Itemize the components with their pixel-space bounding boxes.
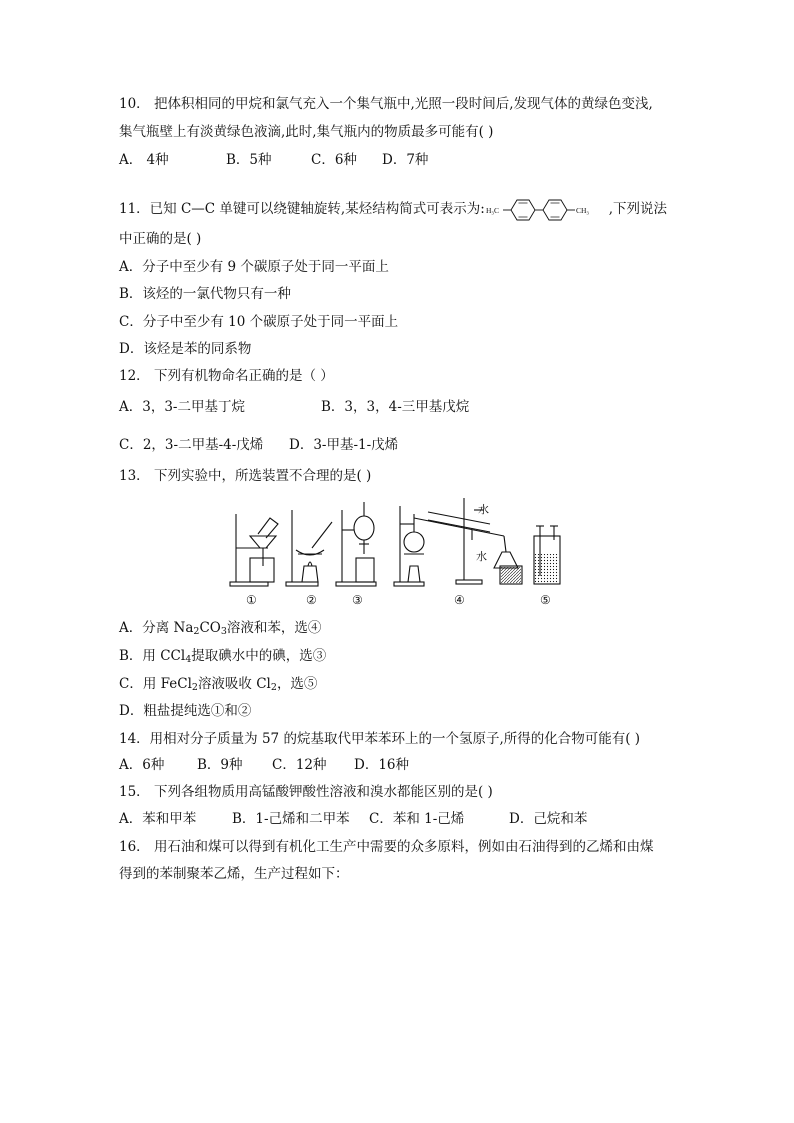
q12-option-b: B．3，3，4-三甲基戊烷 xyxy=(321,399,470,415)
q15-option-d: D．己烷和苯 xyxy=(509,811,588,827)
q10-line2: 集气瓶壁上有淡黄绿色液滴,此时,集气瓶内的物质最多可能有( ) xyxy=(119,124,494,140)
lab-apparatus-figure xyxy=(228,496,562,608)
q11-stem-part2: ,下列说法 xyxy=(608,201,668,217)
q10-option-b: B．5种 xyxy=(226,152,272,168)
q13-stem: 13． 下列实验中，所选装置不合理的是( ) xyxy=(119,468,372,484)
apparatus-label-5: ⑤ xyxy=(540,593,551,607)
q13-option-b-part2: 提取碘水中的碘，选③ xyxy=(191,648,327,664)
mol-right-label: CH₃ xyxy=(575,205,589,215)
q13-option-a-part3: 溶液和苯，选④ xyxy=(226,620,322,636)
q11-option-b: B．该烃的一氯代物只有一种 xyxy=(119,286,291,302)
dimethylbiphenyl-structure xyxy=(486,196,608,224)
q15-option-a: A．苯和甲苯 xyxy=(119,811,197,827)
q12-option-d: D．3-甲基-1-戊烯 xyxy=(289,437,399,453)
apparatus-label-3: ③ xyxy=(352,593,363,607)
q14-option-d: D．16种 xyxy=(354,757,410,773)
q11-stem-part1: 11．已知 C—C 单键可以绕键轴旋转,某烃结构简式可表示为: xyxy=(119,201,485,217)
q12-option-c: C．2，3-二甲基-4-戊烯 xyxy=(119,437,264,453)
q10-options xyxy=(119,150,428,170)
apparatus-label-4: ④ xyxy=(454,593,465,607)
q10-option-a: A． 4种 xyxy=(119,152,169,168)
water-label-bottom: 水 xyxy=(476,551,487,563)
q15-option-b: B．1-己烯和二甲苯 xyxy=(232,811,350,827)
subscript: 2 xyxy=(191,682,198,693)
q11-option-d: D．该烃是苯的同系物 xyxy=(119,341,252,357)
q13-option-b-part1: B．用 CCl xyxy=(119,648,186,664)
q14-option-b: B．9种 xyxy=(197,757,243,773)
apparatus-label-1: ① xyxy=(246,593,257,607)
subscript: 4 xyxy=(185,654,192,665)
subscript: 2 xyxy=(193,626,200,637)
q11-option-c: C．分子中至少有 10 个碳原子处于同一平面上 xyxy=(119,314,399,330)
mol-left-label: H₃C xyxy=(485,205,499,215)
q12-stem: 12． 下列有机物命名正确的是（ ） xyxy=(119,368,334,384)
q13-option-a-part2: CO xyxy=(199,620,221,636)
q11-line2: 中正确的是( ) xyxy=(119,231,202,247)
apparatus-label-2: ② xyxy=(306,593,317,607)
q13-option-c-part1: C．用 FeCl xyxy=(119,676,192,692)
q13-option-a xyxy=(119,618,321,642)
q16-line1: 16． 用石油和煤可以得到有机化工生产中需要的众多原料，例如由石油得到的乙烯和由煤 xyxy=(119,839,654,855)
q14-option-c: C．12种 xyxy=(272,757,327,773)
q12-options-row2 xyxy=(119,435,398,455)
q10-line1: 10． 把体积相同的甲烷和氯气充入一个集气瓶中,光照一段时间后,发现气体的黄绿色变浅, xyxy=(119,96,653,112)
q13-option-c-part3: ，选⑤ xyxy=(276,676,318,692)
q10-option-c: C．6种 xyxy=(311,152,357,168)
q13-option-c-part2: 溶液吸收 Cl xyxy=(197,676,271,692)
q13-option-b xyxy=(119,646,326,670)
q16-line2: 得到的苯制聚苯乙烯，生产过程如下： xyxy=(119,866,349,882)
q13-option-c xyxy=(119,674,317,698)
q14-stem: 14．用相对分子质量为 57 的烷基取代甲苯苯环上的一个氢原子,所得的化合物可能有( ) xyxy=(119,731,641,747)
q13-option-d: D．粗盐提纯选①和② xyxy=(119,703,252,719)
q15-option-c: C．苯和 1-己烯 xyxy=(369,811,465,827)
q11-option-a: A．分子中至少有 9 个碳原子处于同一平面上 xyxy=(119,259,389,275)
q14-options xyxy=(119,755,409,775)
q14-option-a: A．6种 xyxy=(119,757,165,773)
subscript: 2 xyxy=(270,682,277,693)
q15-options xyxy=(119,809,587,829)
q12-options-row1 xyxy=(119,397,469,417)
q11-line1 xyxy=(119,192,667,226)
water-label-top: 水 xyxy=(478,504,489,516)
subscript: 3 xyxy=(220,626,227,637)
q10-option-d: D．7种 xyxy=(382,152,429,168)
q13-option-a-part1: A．分离 Na xyxy=(119,620,194,636)
q12-option-a: A．3，3-二甲基丁烷 xyxy=(119,399,245,415)
q15-stem: 15． 下列各组物质用高锰酸钾酸性溶液和溴水都能区别的是( ) xyxy=(119,784,493,800)
